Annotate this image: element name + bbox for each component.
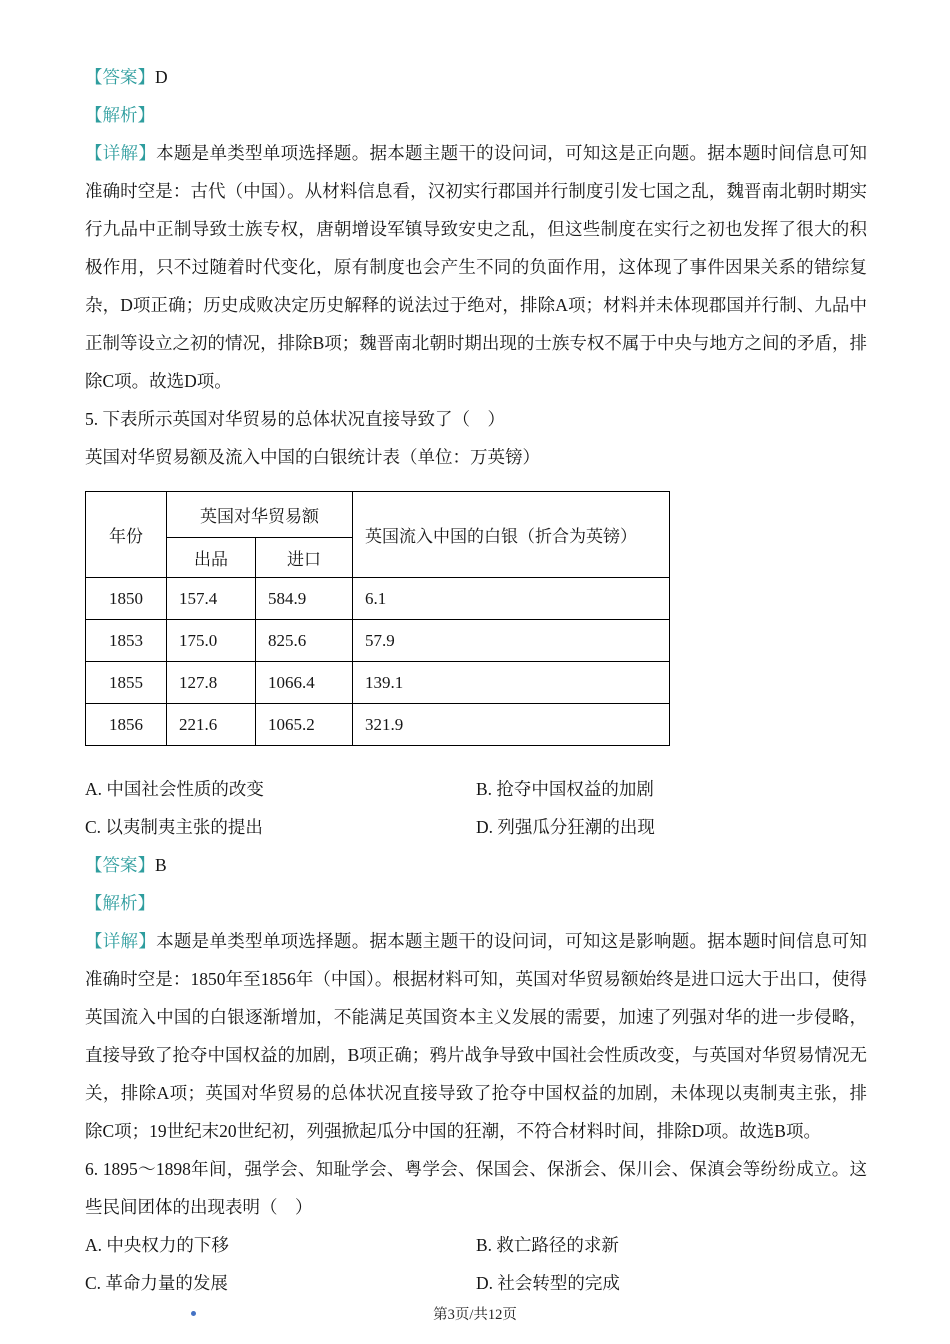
- cell-silver: 6.1: [353, 578, 670, 620]
- q6-option-b: B. 救亡路径的求新: [476, 1235, 619, 1255]
- q5-analysis-line: [85, 884, 867, 922]
- table-row: [86, 704, 670, 746]
- q5-answer-line: [85, 846, 867, 884]
- cell-import: 825.6: [256, 620, 353, 662]
- q5-options-row-2: [85, 808, 867, 846]
- q4-answer-label: 【答案】: [85, 67, 155, 87]
- table-row: [86, 662, 670, 704]
- cell-year: 1853: [86, 620, 167, 662]
- q6-option-c: C. 革命力量的发展: [85, 1273, 228, 1293]
- cell-export: 127.8: [167, 662, 256, 704]
- q6-options-row-2: [85, 1264, 867, 1302]
- q5-detail-label: 【详解】: [85, 931, 157, 951]
- table-header-import: 进口: [256, 538, 353, 578]
- table-header-year: 年份: [86, 492, 167, 578]
- q5-options-row-1: [85, 770, 867, 808]
- q5-analysis-label: 【解析】: [85, 893, 155, 913]
- q5-table-title: 英国对华贸易额及流入中国的白银统计表（单位：万英镑）: [85, 447, 540, 467]
- q5-answer-label: 【答案】: [85, 855, 155, 875]
- q4-answer-line: [85, 58, 867, 96]
- q5-option-d: D. 列强瓜分狂潮的出现: [476, 817, 655, 837]
- q6-options-row-1: [85, 1226, 867, 1264]
- q5-option-b: B. 抢夺中国权益的加剧: [476, 779, 654, 799]
- table-header-trade: 英国对华贸易额: [167, 492, 353, 538]
- cell-import: 1065.2: [256, 704, 353, 746]
- cell-export: 175.0: [167, 620, 256, 662]
- q4-detail-label: 【详解】: [85, 143, 157, 163]
- q6-question: 6. 1895～1898年间，强学会、知耻学会、粤学会、保国会、保浙会、保川会、保滇会等纷纷成立。这些民间团体的出现表明（ ）: [85, 1159, 867, 1217]
- cell-silver: 321.9: [353, 704, 670, 746]
- cell-year: 1855: [86, 662, 167, 704]
- cell-silver: 139.1: [353, 662, 670, 704]
- q4-answer-value: D: [155, 67, 168, 87]
- page-number-footer: 第3页/共12页: [433, 1307, 517, 1323]
- cell-export: 221.6: [167, 704, 256, 746]
- table-header-export: 出品: [167, 538, 256, 578]
- q4-detail-paragraph: [85, 134, 867, 400]
- cell-import: 1066.4: [256, 662, 353, 704]
- q4-analysis-label: 【解析】: [85, 105, 155, 125]
- cell-year: 1850: [86, 578, 167, 620]
- cell-import: 584.9: [256, 578, 353, 620]
- document-page: [85, 58, 867, 1302]
- q5-statistics-table: [85, 491, 670, 746]
- q5-option-c: C. 以夷制夷主张的提出: [85, 817, 263, 837]
- cell-silver: 57.9: [353, 620, 670, 662]
- cell-export: 157.4: [167, 578, 256, 620]
- q5-answer-value: B: [155, 855, 167, 875]
- q6-option-d: D. 社会转型的完成: [476, 1273, 620, 1293]
- q4-detail-text: 本题是单类型单项选择题。据本题主题干的设问词，可知这是正向题。据本题时间信息可知准确时空是：古代（中国）。从材料信息看，汉初实行郡国并行制度引发七国之乱，魏晋南北朝时期实行九品中正制导致士族专权，唐朝增设军镇导致安史之乱，但这些制度在实行之初也发挥了很大的积极作用，只不过随着时代变化，原有制度也会产生不同的负面作用，这体现了事件因果关系的错综复杂，D项正确；历史成败决定历史解释的说法过于绝对，排除A项；材料并未体现郡国并行制、九品中正制等设立之初的情况，排除B项；魏晋南北朝时期出现的士族专权不属于中央与地方之间的矛盾，排除C项。故选D项。: [85, 143, 868, 391]
- q6-option-a: A. 中央权力的下移: [85, 1235, 229, 1255]
- q5-detail-text: 本题是单类型单项选择题。据本题主题干的设问词，可知这是影响题。据本题时间信息可知准确时空是：1850年至1856年（中国）。根据材料可知，英国对华贸易额始终是进口远大于出口，使得英国流入中国的白银逐渐增加，不能满足英国资本主义发展的需要，加速了列强对华的进一步侵略，直接导致了抢夺中国权益的加剧，B项正确；鸦片战争导致中国社会性质改变，与英国对华贸易情况无关，排除A项；英国对华贸易的总体状况直接导致了抢夺中国权益的加剧，未体现以夷制夷主张，排除C项；19世纪末20世纪初，列强掀起瓜分中国的狂潮，不符合材料时间，排除D项。故选B项。: [85, 931, 868, 1141]
- table-row: [86, 620, 670, 662]
- table-row: [86, 578, 670, 620]
- q5-question: 5. 下表所示英国对华贸易的总体状况直接导致了（ ）: [85, 409, 505, 429]
- cell-year: 1856: [86, 704, 167, 746]
- table-header-silver: 英国流入中国的白银（折合为英镑）: [353, 492, 670, 578]
- q5-detail-paragraph: [85, 922, 867, 1150]
- q5-option-a: A. 中国社会性质的改变: [85, 779, 264, 799]
- q4-analysis-line: [85, 96, 867, 134]
